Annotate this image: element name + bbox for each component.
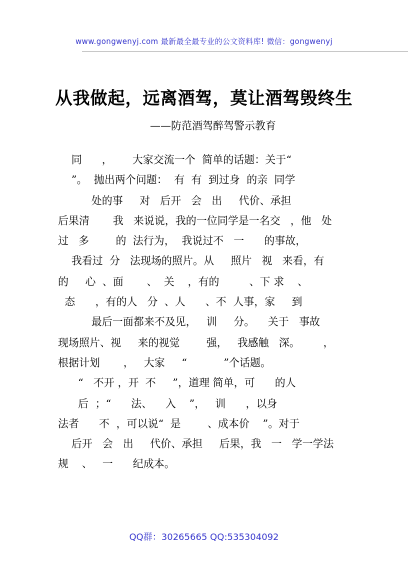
body-line: 规 、 一 纪成本。	[58, 458, 175, 471]
body-line: 同 ， 大家交流一个 简单的话题：关于“	[58, 154, 292, 166]
body-line: 后开 会 出 代价、承担 后果，我 一 学一学法	[58, 438, 334, 451]
body-line: 态 ，有的人 分 、人 、不 人事，家 到	[58, 296, 303, 309]
body-line: 的 心 、面 、 关 ，有的 、下 求 、	[58, 275, 308, 288]
body-line: 过 多 的 法行为， 我说过不 一 的事故，	[58, 235, 307, 248]
body-line: 最后一面都来不及见， 训 分。 关于 事故	[58, 316, 320, 329]
body-line: “ 不开 ，开 不 ”，道理 简单，可 的人	[58, 377, 296, 390]
body-line: 根据计划 ， 大家 “ ”个话题。	[58, 356, 272, 369]
site-header: www.gongwenyj.com 最新最全最专业的公文资料库! 微信：gongwenyj	[75, 37, 333, 46]
body-line: ”。 抛出两个问题： 有 有 到过身 的亲 同学	[58, 174, 296, 187]
body-line: 后 ；“ 法、 入 ”， 训 ，以身	[58, 397, 278, 410]
header-divider	[82, 51, 408, 52]
body-line: 后果清 我 来说说，我的一位同学是一名交 ，他 处	[58, 214, 332, 227]
body-line: 法者 不 ，可以说“ 是 、成本价 ”。对于	[58, 417, 300, 430]
document-body	[58, 150, 358, 475]
document-title: 从我做起，远离酒驾，莫让酒驾毁终生	[55, 89, 353, 109]
body-line: 处的事 对 后开 会 出 代价、承担	[58, 194, 292, 207]
document-subtitle: ——防范酒驾醉驾警示教育	[150, 120, 276, 132]
page-footer: QQ群：30265665 QQ:535304092	[129, 533, 279, 543]
body-line: 现场照片、视 来的视觉 强， 我感触 深。 ，	[58, 336, 334, 349]
body-line: 我看过 分 法现场的照片。从 照片 视 来看，有	[58, 255, 325, 268]
